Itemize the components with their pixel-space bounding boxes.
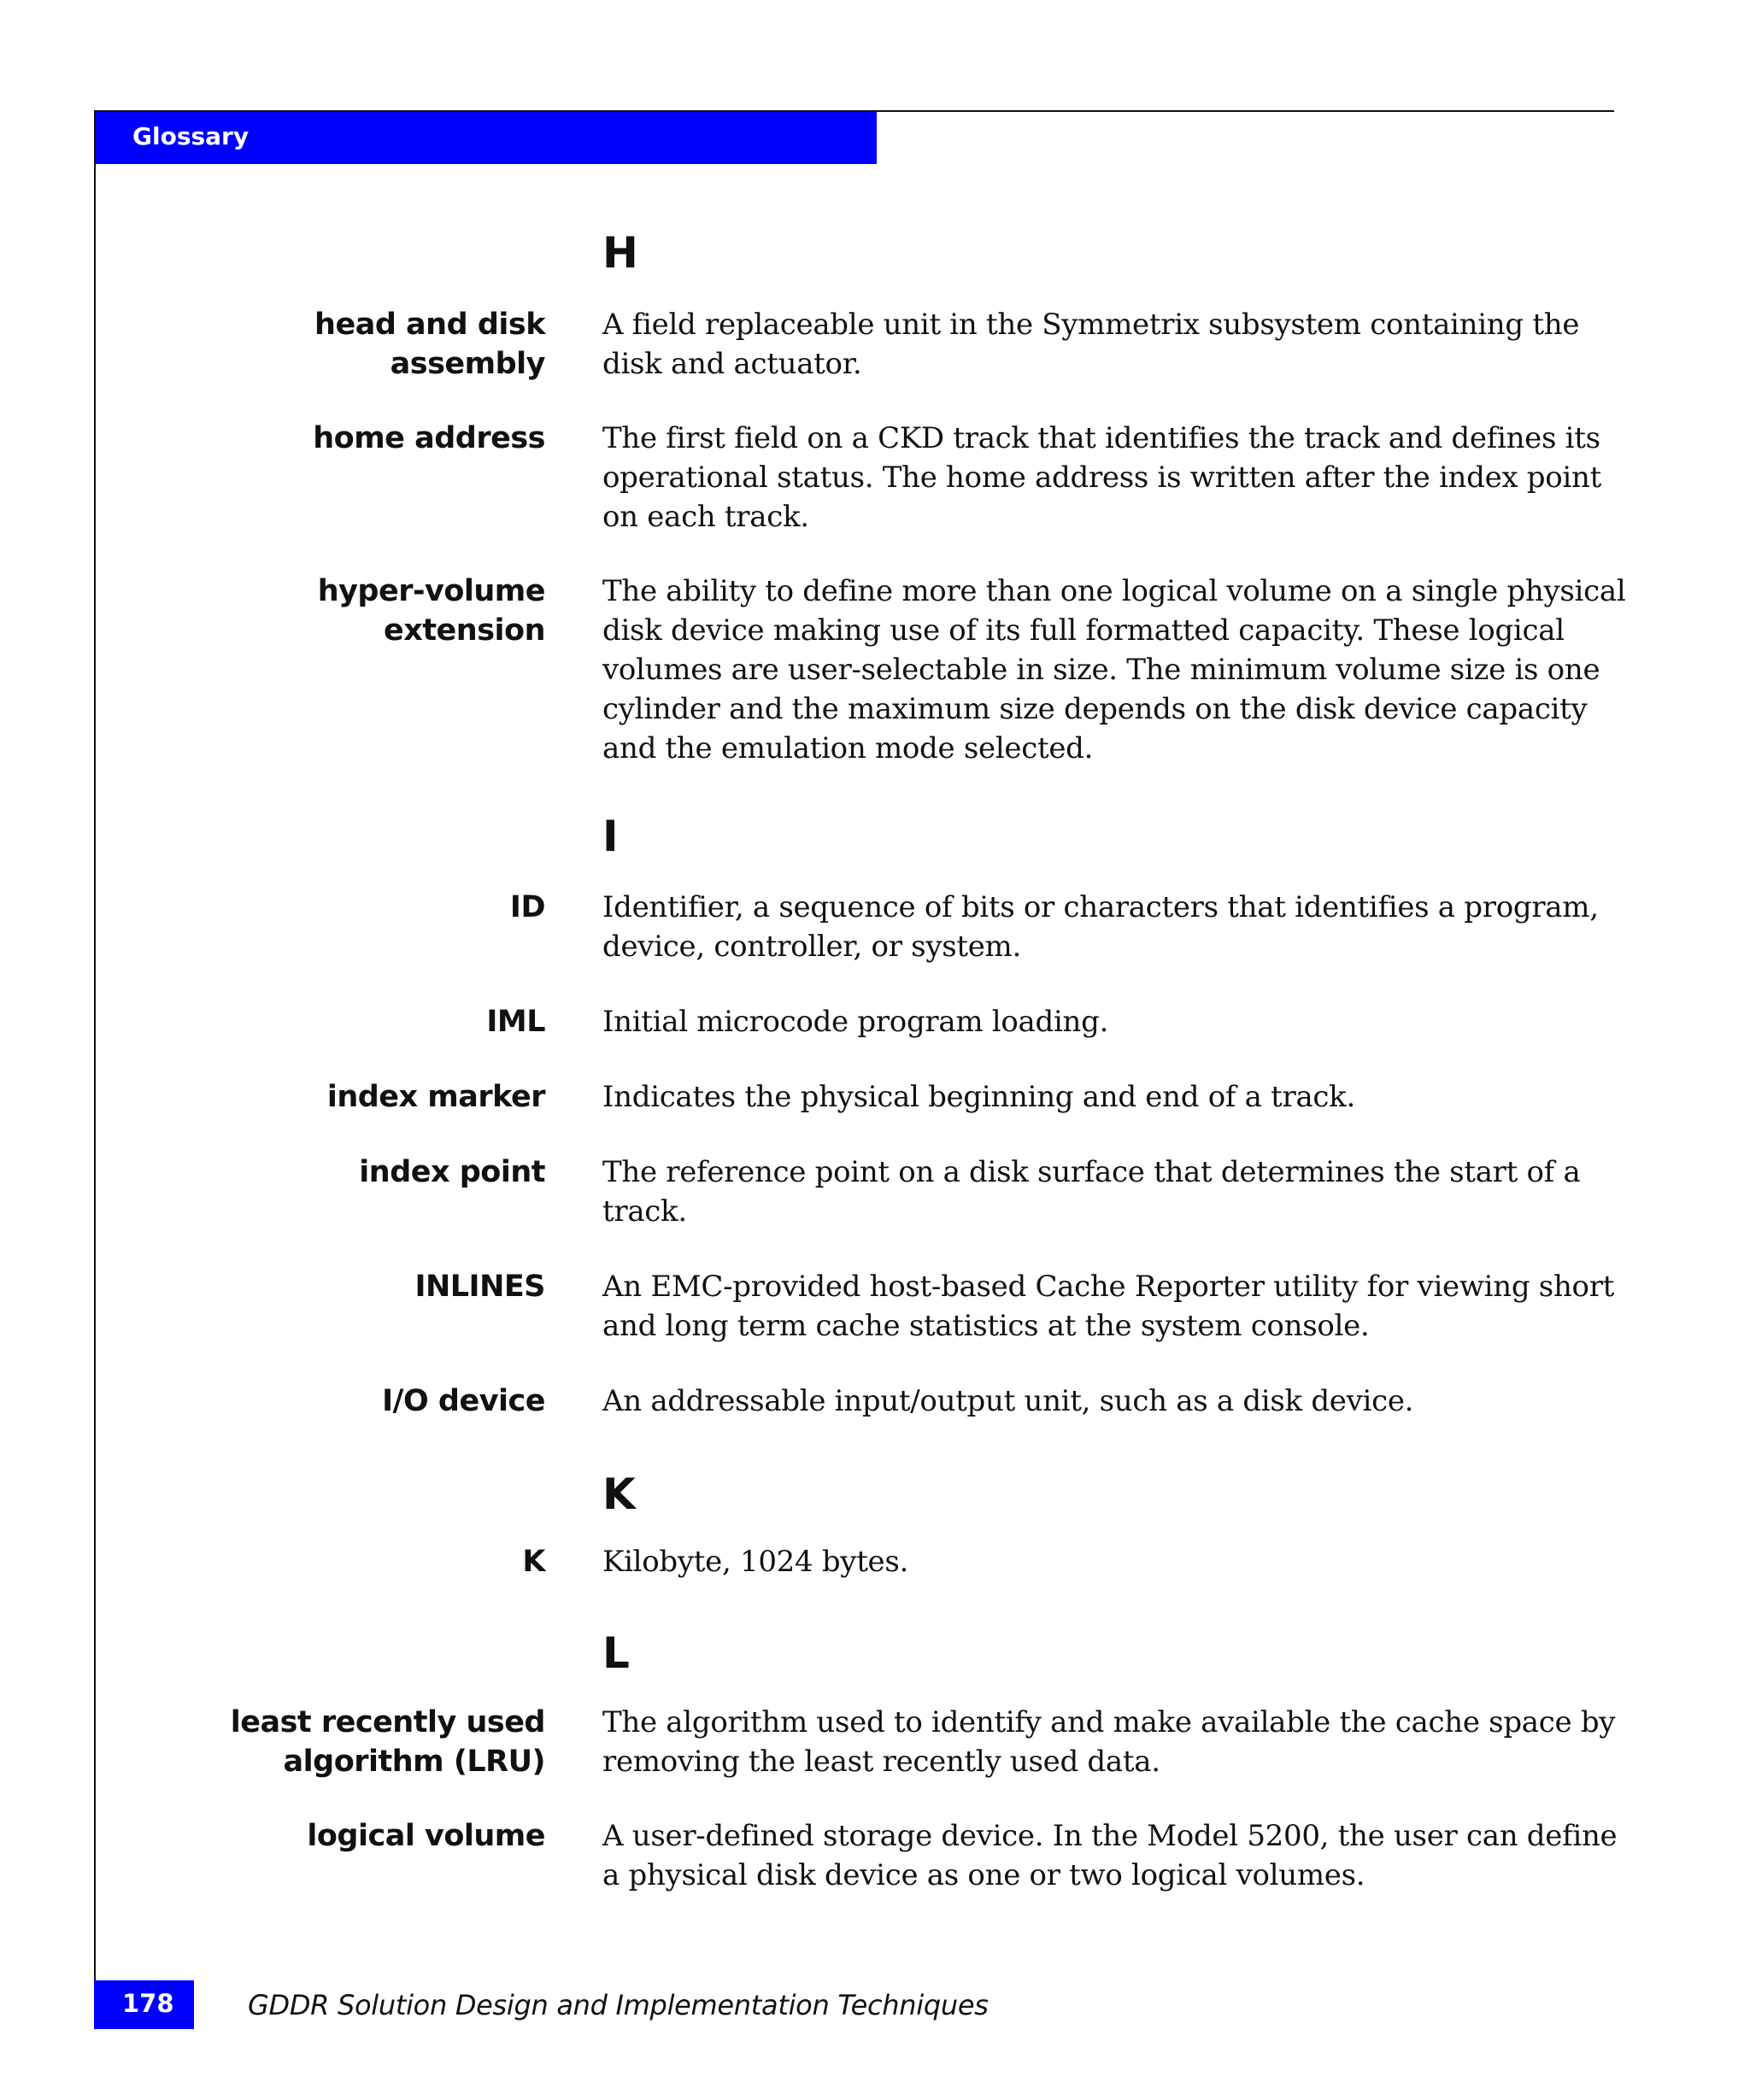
glossary-term (186, 572, 545, 650)
term-line: least recently used (230, 1705, 545, 1739)
term-line: I/O device (382, 1384, 545, 1418)
term-line: logical volume (307, 1819, 545, 1853)
term-line: head and disk (314, 308, 545, 342)
term-line: home address (313, 421, 545, 455)
glossary-definition: Indicates the physical beginning and end of a track. (602, 1080, 1355, 1114)
term-line: index marker (326, 1080, 545, 1114)
glossary-term (186, 1381, 545, 1421)
glossary-term (186, 1002, 545, 1041)
term-line: IML (486, 1005, 545, 1039)
glossary-definition: Identifier, a sequence of bits or characters that identifies a program, device, controller, or system. (602, 890, 1599, 964)
left-margin-rule (94, 110, 96, 2027)
glossary-term (186, 305, 545, 384)
glossary-definition: The reference point on a disk surface that determines the start of a track. (602, 1155, 1581, 1229)
term-line: K (522, 1545, 545, 1579)
glossary-term (186, 1153, 545, 1192)
term-line: INLINES (414, 1270, 545, 1304)
glossary-term (186, 1077, 545, 1117)
term-line: assembly (390, 347, 545, 381)
term-line: hyper-volume (317, 574, 545, 608)
glossary-definition: Kilobyte, 1024 bytes. (602, 1545, 909, 1579)
section-letter-k: K (602, 1469, 636, 1519)
section-letter-h: H (602, 228, 638, 278)
term-line: ID (509, 890, 545, 924)
glossary-term (186, 1542, 545, 1581)
glossary-definition: The algorithm used to identify and make available the cache space by removing the least recently used data. (602, 1705, 1616, 1779)
glossary-term (186, 1267, 545, 1306)
section-letter-i: I (602, 812, 619, 861)
glossary-definition: The ability to define more than one logical volume on a single physical disk device making use of its full formatted capacity. These logical volumes are user-selectable in size. The minimum volume size is one cylinder and the maximum size depends on the disk device capacity and the emulation mode selected. (602, 574, 1626, 766)
glossary-definition: Initial microcode program loading. (602, 1005, 1109, 1039)
glossary-term (186, 888, 545, 927)
glossary-term (186, 419, 545, 458)
glossary-definition: An EMC-provided host-based Cache Reporter utility for viewing short and long term cache statistics at the system console. (602, 1270, 1615, 1343)
glossary-definition: A field replaceable unit in the Symmetrix subsystem containing the disk and actuator. (602, 308, 1580, 381)
glossary-term (186, 1816, 545, 1856)
glossary-definition: A user-defined storage device. In the Model 5200, the user can define a physical disk device as one or two logical volumes. (602, 1819, 1618, 1892)
section-letter-l: L (602, 1628, 630, 1678)
glossary-definition: An addressable input/output unit, such as a disk device. (602, 1384, 1414, 1418)
glossary-term (186, 1703, 545, 1781)
glossary-definition: The first field on a CKD track that identifies the track and defines its operational status. The home address is written after the index point on each track. (602, 421, 1601, 534)
term-line: algorithm (LRU) (283, 1745, 545, 1779)
term-line: extension (384, 613, 545, 648)
page-number: 178 (122, 1989, 174, 2018)
term-line: index point (359, 1155, 545, 1189)
section-label: Glossary (132, 122, 250, 150)
footer-book-title: GDDR Solution Design and Implementation Techniques (248, 1989, 989, 2021)
